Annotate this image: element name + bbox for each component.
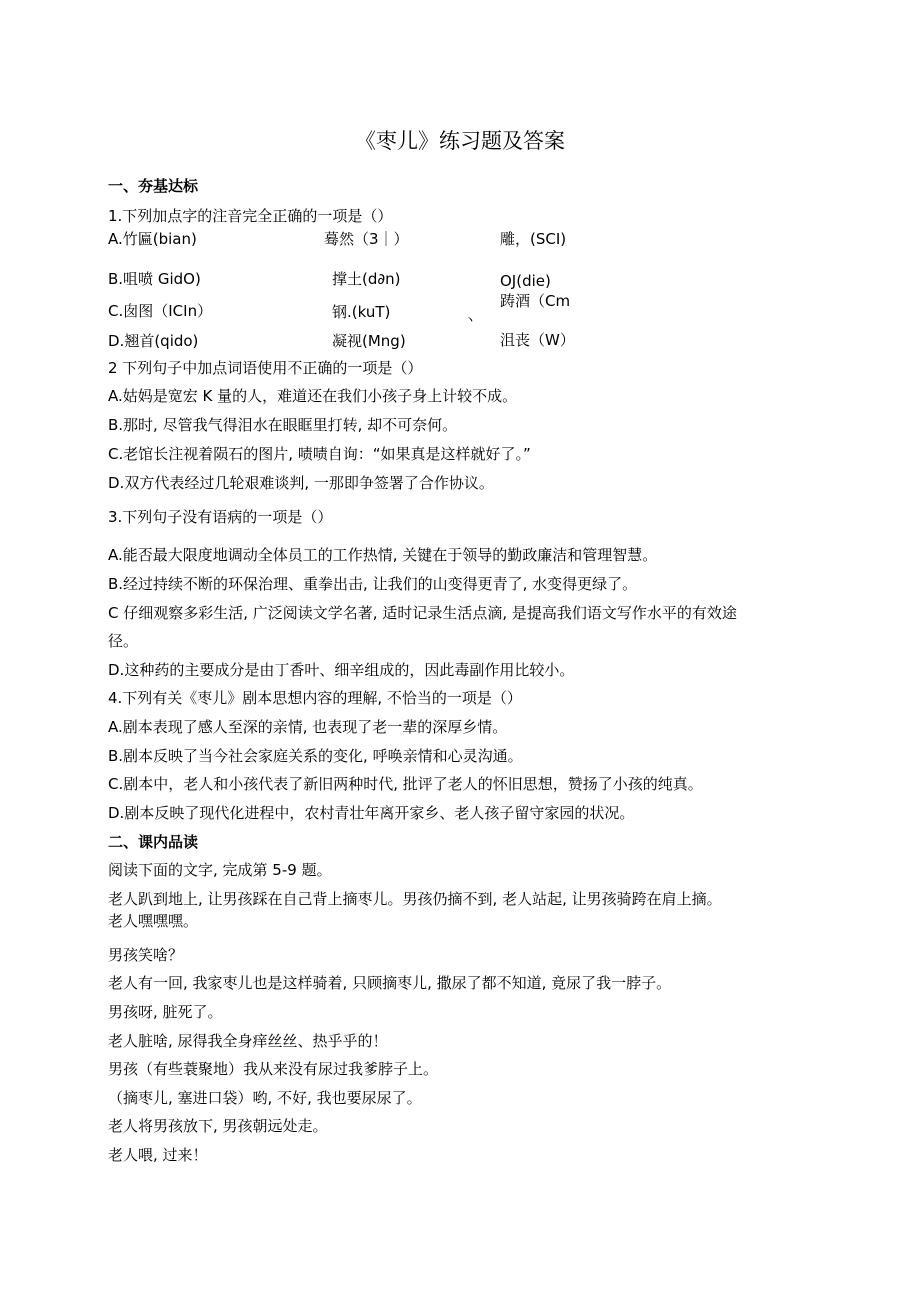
passage-line-7: 男孩（有些蓑聚地）我从来没有尿过我爹脖子上。: [108, 1060, 439, 1078]
passage-line-1: 老人趴到地上, 让男孩踩在自己背上摘枣儿。男孩仍摘不到, 老人站起, 让男孩骑跨在肩上摘。: [108, 890, 722, 908]
passage-line-10: 老人喂, 过来！: [108, 1146, 208, 1164]
q2-option-a: A.姑妈是宽宏 K 量的人，难道还在我们小孩子身上计较不成。: [108, 387, 518, 405]
q4-option-c: C.剧本中，老人和小孩代表了新旧两种时代, 批评了老人的怀旧思想，赞扬了小孩的纯真。: [108, 775, 703, 793]
q3-option-c-cont: 径。: [108, 632, 139, 650]
q1-option-c-2: 钢.(kuT): [332, 303, 391, 321]
q2-option-c: C.老馆长注视着陨石的图片, 啧啧自询：“如果真是这样就好了。”: [108, 445, 531, 463]
question-3-stem: 3.下列句子没有语病的一项是（）: [108, 508, 333, 526]
passage-line-3: 男孩笑啥？: [108, 946, 184, 964]
q1-option-a-3: 雕，(SCI): [500, 230, 567, 248]
q2-option-b: B.那时, 尽管我气得泪水在眼眶里打转, 却不可奈何。: [108, 416, 458, 434]
q3-option-d: D.这种药的主要成分是由丁香叶、细辛组成的，因此毒副作用比较小。: [108, 661, 575, 679]
q1-option-b-2: 撑土(d∂n): [332, 270, 401, 288]
q4-option-a: A.剧本表现了感人至深的亲情, 也表现了老一辈的深厚乡情。: [108, 718, 508, 736]
q1-option-d-2: 凝视(Mng): [332, 332, 406, 350]
passage-line-9: 老人将男孩放下, 男孩朝远处走。: [108, 1117, 328, 1135]
reading-intro: 阅读下面的文字, 完成第 5-9 题。: [108, 861, 332, 879]
q1-option-c-1: C.囱图（ICIn）: [108, 302, 213, 320]
q3-option-c: C 仔细观察多彩生活, 广泛阅读文学名著, 适时记录生活点滴, 是提高我们语文写作水平的有效途: [108, 604, 737, 622]
q3-option-a: A.能否最大限度地调动全体员工的工作热情, 关键在于领导的勤政廉洁和管理智慧。: [108, 546, 658, 564]
q4-option-b: B.剧本反映了当今社会家庭关系的变化, 呼唤亲情和心灵沟通。: [108, 747, 523, 765]
q1-option-d-3: 沮丧（W）: [500, 331, 575, 349]
passage-line-6: 老人脏啥, 尿得我全身痒丝丝、热乎乎的！: [108, 1032, 388, 1050]
q1-option-b-3: OJ(die): [500, 272, 551, 290]
q1-option-b-1: B.咀喷 GidO): [108, 270, 201, 288]
q1-option-d-1: D.翘首(qido): [108, 332, 199, 350]
q2-option-d: D.双方代表经过几轮艰难谈判, 一那即争签署了合作协议。: [108, 474, 494, 492]
stray-mark: 丶: [464, 313, 477, 327]
question-2-stem: 2 下列句子中加点词语使用不正确的一项是（）: [108, 359, 423, 377]
passage-line-4: 老人有一回, 我家枣儿也是这样骑着, 只顾摘枣儿, 撒尿了都不知道, 竟尿了我一脖子。: [108, 974, 672, 992]
passage-line-8: （摘枣儿, 塞进口袋）哟, 不好, 我也要尿尿了。: [108, 1089, 422, 1107]
question-4-stem: 4.下列有关《枣儿》剧本思想内容的理解, 不恰当的一项是（）: [108, 689, 522, 707]
q1-option-a-1: A.竹匾(bian): [108, 230, 197, 248]
passage-line-2: 老人嘿嘿嘿。: [108, 912, 199, 930]
q3-option-b: B.经过持续不断的环保治理、重拳出击, 让我们的山变得更青了, 水变得更绿了。: [108, 575, 638, 593]
page-title: 《枣儿》练习题及答案: [355, 129, 565, 153]
q4-option-d: D.剧本反映了现代化进程中，农村青壮年离开家乡、老人孩子留守家园的状况。: [108, 804, 635, 822]
q1-option-c-3: 踌酒（Cm: [500, 292, 571, 310]
section-heading-reading: 二、课内品读: [108, 833, 199, 851]
passage-line-5: 男孩呀, 脏死了。: [108, 1003, 223, 1021]
section-heading-basics: 一、夯基达标: [108, 177, 199, 195]
q1-option-a-2: 蓦然（3｜）: [324, 230, 409, 248]
question-1-stem: 1.下列加点字的注音完全正确的一项是（）: [108, 207, 393, 225]
